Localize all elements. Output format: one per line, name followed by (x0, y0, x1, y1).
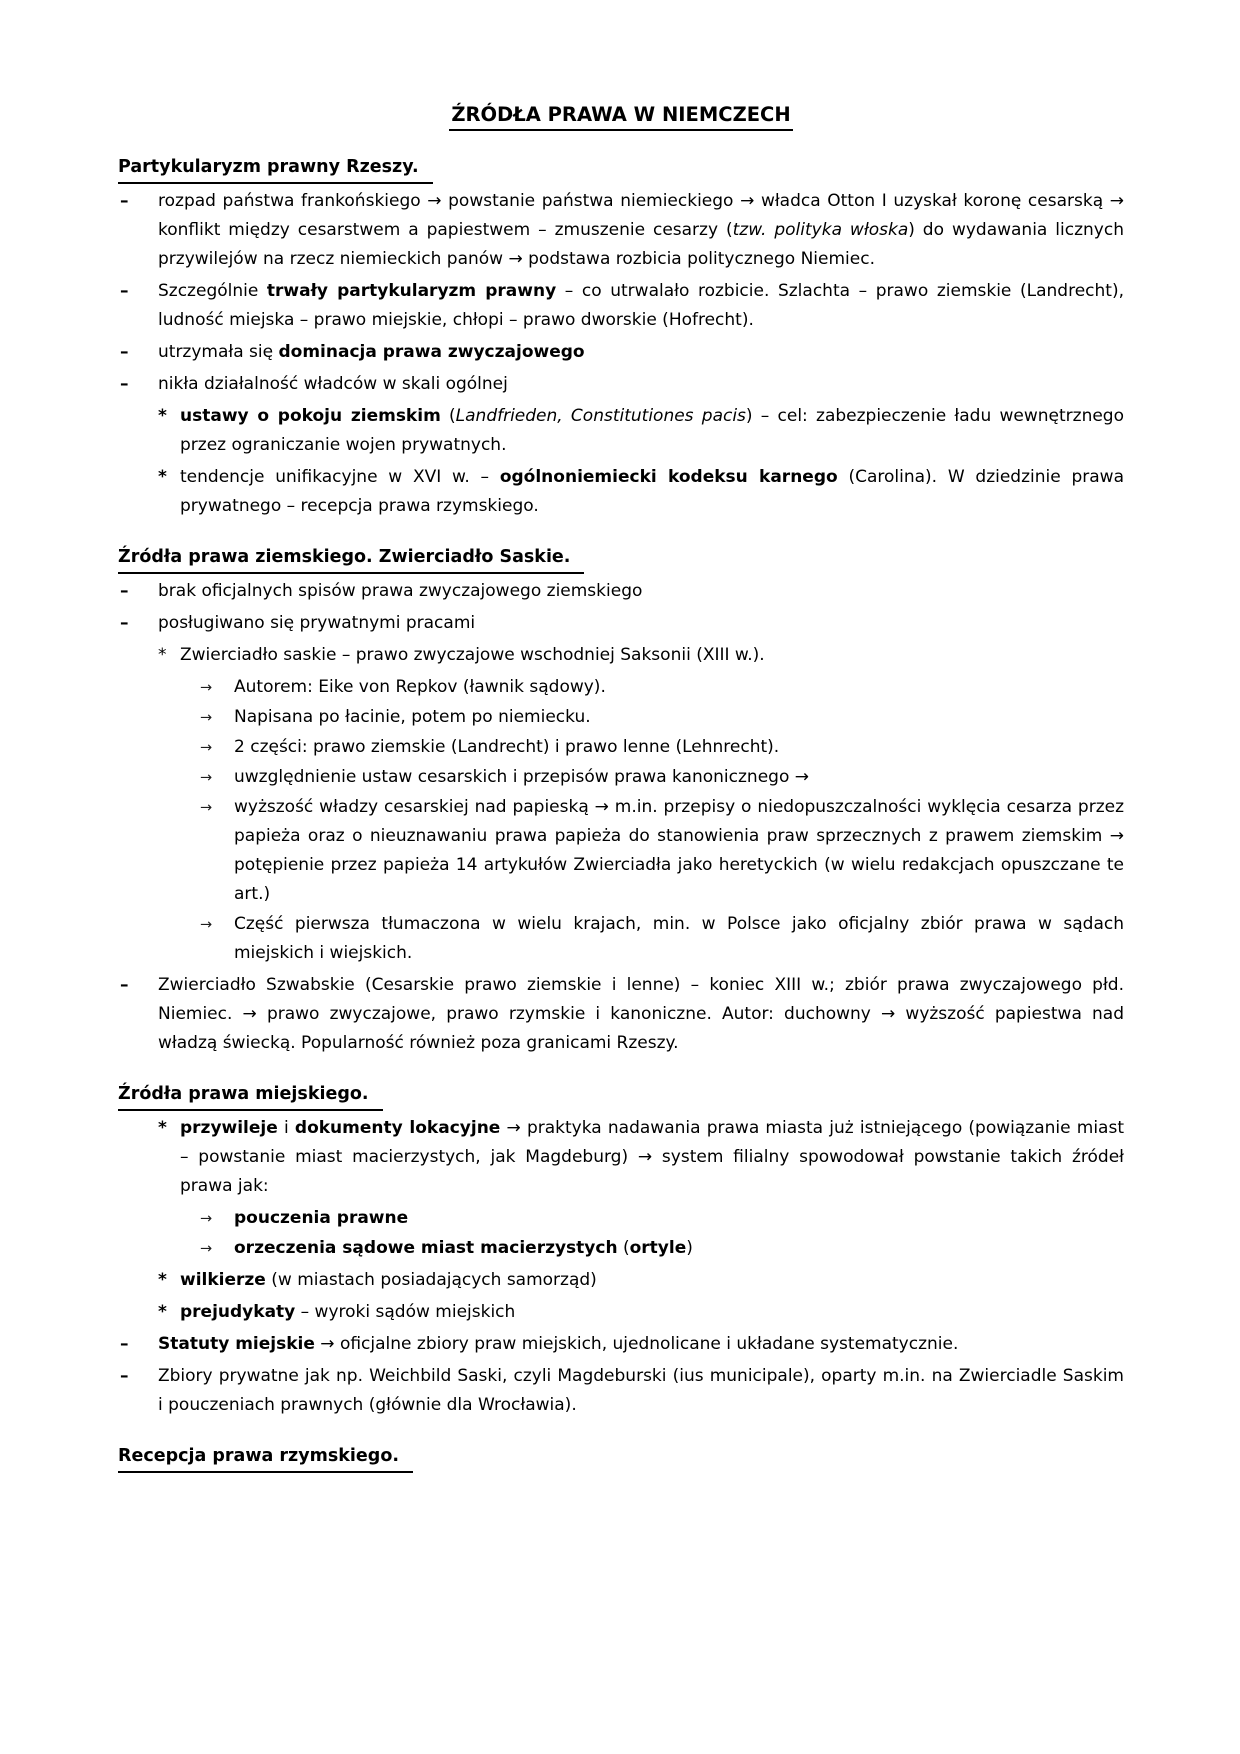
text-segment: orzeczenia sądowe miast macierzystych (234, 1238, 618, 1258)
text-segment: posługiwano się prywatnymi pracami (158, 613, 476, 633)
dash-bullet: – (120, 1334, 129, 1354)
list-item (118, 609, 1124, 638)
text-segment: Autorem: Eike von Repkov (ławnik sądowy). (234, 677, 606, 697)
text-segment: Landfrieden, Constitutiones pacis (455, 406, 746, 426)
text-segment: 2 części: prawo ziemskie (Landrecht) i prawo lenne (Lehnrecht). (234, 737, 780, 757)
text-segment: przywileje (180, 1118, 278, 1138)
list-item (118, 187, 1124, 274)
text-segment: tzw. polityka włoska (732, 220, 909, 240)
dash-bullet: – (120, 281, 129, 301)
text-segment: ) – cel: zabezpieczenie ładu wewnętrznego przez ograniczanie wojen prywatnych. (180, 406, 1124, 455)
document-title (118, 100, 1124, 131)
text-segment: wilkierze (180, 1270, 266, 1290)
text-segment: wyższość władzy cesarskiej nad papieską → m.in. przepisy o niedopuszczalności wyklęcia cesarza przez papieża oraz o nieuznawaniu prawa papieża do stanowienia praw sprzecznych z prawem ziemskim → potępienie przez papieża 14 artykułów Zwierciadła jako heretyckich (w wielu redakcjach opuszczane te art.) (234, 797, 1124, 904)
list-item (118, 763, 1124, 792)
document-body (118, 153, 1124, 1473)
text-segment: (Carolina). W dziedzinie prawa prywatnego – recepcja prawa rzymskiego. (180, 467, 1124, 516)
arrow-bullet: → (200, 740, 213, 756)
list-item (118, 1234, 1124, 1263)
document-title-text: ŹRÓDŁA PRAWA W NIEMCZECH (449, 101, 792, 131)
dash-bullet: – (120, 374, 129, 394)
section-heading (118, 1442, 1124, 1473)
text-segment: Zwierciadło saskie – prawo zwyczajowe wschodniej Saksonii (XIII w.). (180, 645, 765, 665)
star-bullet: * (158, 1270, 167, 1290)
arrow-bullet: → (200, 680, 213, 696)
list-item (118, 1204, 1124, 1233)
list-item (118, 1266, 1124, 1295)
list-item (118, 463, 1124, 521)
text-segment: ) (686, 1238, 693, 1258)
list-item (118, 577, 1124, 606)
arrow-bullet: → (200, 1211, 213, 1227)
section-heading (118, 1080, 1124, 1111)
star-bullet: * (158, 1118, 167, 1138)
text-segment: ortyle (629, 1238, 687, 1258)
list-item (118, 673, 1124, 702)
section-heading (118, 543, 1124, 574)
dash-bullet: – (120, 191, 129, 211)
arrow-bullet: → (200, 710, 213, 726)
list-item (118, 971, 1124, 1058)
text-segment: (w miastach posiadających samorząd) (265, 1270, 597, 1290)
section-heading (118, 153, 1124, 184)
dash-bullet: – (120, 342, 129, 362)
text-segment: → oficjalne zbiory praw miejskich, ujednolicane i układane systematycznie. (314, 1334, 959, 1354)
dash-bullet: – (120, 581, 129, 601)
star-bullet: * (158, 406, 167, 426)
text-segment: dominacja prawa zwyczajowego (278, 342, 585, 362)
text-segment: Statuty miejskie (158, 1334, 315, 1354)
text-segment: ( (440, 406, 456, 426)
arrow-bullet: → (200, 770, 213, 786)
list-item (118, 793, 1124, 909)
star-bullet: * (158, 467, 167, 487)
text-segment: brak oficjalnych spisów prawa zwyczajowego ziemskiego (158, 581, 643, 601)
list-item (118, 1362, 1124, 1420)
arrow-bullet: → (200, 800, 213, 816)
text-segment: Część pierwsza tłumaczona w wielu krajach, min. w Polsce jako oficjalny zbiór prawa w sądach miejskich i wiejskich. (234, 914, 1124, 963)
dash-bullet: – (120, 975, 129, 995)
list-item (118, 1330, 1124, 1359)
text-segment: ustawy o pokoju ziemskim (180, 406, 441, 426)
list-item (118, 910, 1124, 968)
section-heading-text: Źródła prawa miejskiego. (118, 1081, 383, 1111)
star-bullet: * (158, 645, 167, 665)
text-segment: ) do wydawania licznych przywilejów na rzecz niemieckich panów → podstawa rozbicia politycznego Niemiec. (158, 220, 1124, 269)
list-item (118, 338, 1124, 367)
list-item (118, 1114, 1124, 1201)
text-segment: rozpad państwa frankońskiego → powstanie państwa niemieckiego → władca Otton I uzyskał koronę cesarską → konflikt między cesarstwem a papiestwem – zmuszenie cesarzy ( (158, 191, 1124, 240)
section-heading-text: Recepcja prawa rzymskiego. (118, 1443, 413, 1473)
text-segment: – wyroki sądów miejskich (295, 1302, 516, 1322)
document-content (118, 100, 1124, 1476)
text-segment: ogólnoniemiecki kodeksu karnego (499, 467, 838, 487)
star-bullet: * (158, 1302, 167, 1322)
list-item (118, 277, 1124, 335)
list-item (118, 402, 1124, 460)
dash-bullet: – (120, 1366, 129, 1386)
list-item (118, 703, 1124, 732)
arrow-bullet: → (200, 1241, 213, 1257)
text-segment: – co utrwalało rozbicie. Szlachta – prawo ziemskie (Landrecht), ludność miejska – prawo miejskie, chłopi – prawo dworskie (Hofrecht). (158, 281, 1124, 330)
list-item (118, 1298, 1124, 1327)
text-segment: nikła działalność władców w skali ogólnej (158, 374, 508, 394)
text-segment: trwały partykularyzm prawny (266, 281, 557, 301)
text-segment: uwzględnienie ustaw cesarskich i przepisów prawa kanonicznego → (234, 767, 809, 787)
text-segment: Zbiory prywatne jak np. Weichbild Saski, czyli Magdeburski (ius municipale), oparty m.in. na Zwierciadle Saskim i pouczeniach prawnych (głównie dla Wrocławia). (158, 1366, 1124, 1415)
text-segment: pouczenia prawne (234, 1208, 409, 1228)
list-item (118, 370, 1124, 399)
text-segment: ( (617, 1238, 630, 1258)
text-segment: i (277, 1118, 295, 1138)
list-item (118, 733, 1124, 762)
text-segment: prejudykaty (180, 1302, 296, 1322)
text-segment: Napisana po łacinie, potem po niemiecku. (234, 707, 591, 727)
text-segment: Szczególnie (158, 281, 267, 301)
text-segment: Zwierciadło Szwabskie (Cesarskie prawo ziemskie i lenne) – koniec XIII w.; zbiór prawa zwyczajowego płd. Niemiec. → prawo zwyczajowe, prawo rzymskie i kanoniczne. Autor: duchowny → wyższość papiestwa nad władzą świecką. Popularność również poza granicami Rzeszy. (158, 975, 1124, 1053)
arrow-bullet: → (200, 917, 213, 933)
text-segment: tendencje unifikacyjne w XVI w. – (180, 467, 500, 487)
section-heading-text: Źródła prawa ziemskiego. Zwierciadło Saskie. (118, 544, 584, 574)
dash-bullet: – (120, 613, 129, 633)
text-segment: → praktyka nadawania prawa miasta już istniejącego (powiązanie miast – powstanie miast macierzystych, jak Magdeburg) → system filialny spowodował powstanie takich źródeł prawa jak: (180, 1118, 1124, 1196)
text-segment: dokumenty lokacyjne (294, 1118, 501, 1138)
text-segment: utrzymała się (158, 342, 279, 362)
section-heading-text: Partykularyzm prawny Rzeszy. (118, 154, 433, 184)
list-item (118, 641, 1124, 670)
